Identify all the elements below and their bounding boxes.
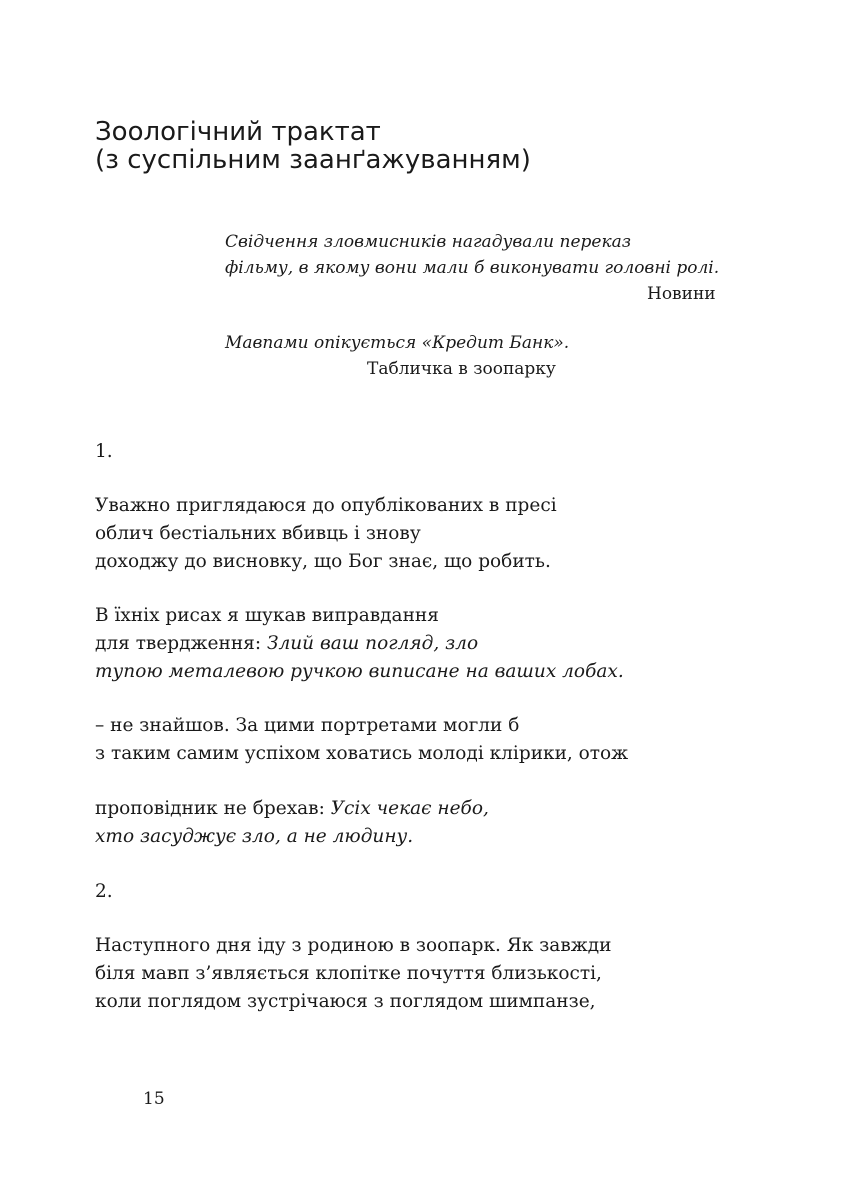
verse-line-italic <box>95 658 624 686</box>
stanza-2-1 <box>95 932 611 1016</box>
verse-line-mixed <box>95 630 624 658</box>
verse-line: Наступного дня іду з родиною в зоопарк. Як завжди <box>95 935 612 956</box>
verse-fragment-italic: Злий ваш погляд, зло <box>266 633 479 654</box>
epigraph-2-line-1: Мавпами опікується «Кредит Банк». <box>225 333 570 353</box>
verse-line: коли поглядом зустрічаюся з поглядом шимпанзе, <box>95 991 596 1012</box>
title-line-1: Зоологічний трактат <box>95 117 381 147</box>
verse-line: – не знайшов. За цими портретами могли б <box>95 715 520 736</box>
stanza-1-1 <box>95 492 557 576</box>
verse-line-italic <box>95 823 489 851</box>
epigraph-1-line-1: Свідчення зловмисників нагадували переказ <box>225 232 632 252</box>
poem-title <box>95 118 531 174</box>
verse-fragment-italic: хто засуджує зло, а не людину. <box>95 826 414 847</box>
verse-line: облич бестіальних вбивць і знову <box>95 523 421 544</box>
section-1-number: 1. <box>95 441 113 462</box>
verse-fragment: для твердження: <box>95 633 267 654</box>
stanza-1-4 <box>95 795 489 851</box>
title-line-2: (з суспільним заанґажуванням) <box>95 145 531 175</box>
stanza-1-3 <box>95 712 628 768</box>
epigraph-1-source: Новини <box>647 284 716 304</box>
verse-fragment-italic: тупою металевою ручкою виписане на ваших лобах. <box>95 661 624 682</box>
verse-line: В їхніх рисах я шукав виправдання <box>95 605 439 626</box>
verse-line: з таким самим успіхом ховатись молоді клірики, отож <box>95 743 629 764</box>
verse-line-mixed <box>95 795 489 823</box>
stanza-1-2 <box>95 602 624 686</box>
verse-fragment-italic: Усіх чекає небо, <box>330 798 489 819</box>
epigraph-1-line-2: фільму, в якому вони мали б виконувати головні ролі. <box>225 258 720 278</box>
section-2-number: 2. <box>95 881 113 902</box>
verse-fragment: проповідник не брехав: <box>95 798 331 819</box>
epigraph-2-source: Табличка в зоопарку <box>367 359 556 379</box>
page-number: 15 <box>143 1089 165 1109</box>
verse-line: біля мавп з’являється клопітке почуття близькості, <box>95 963 602 984</box>
verse-line: доходжу до висновку, що Бог знає, що робить. <box>95 551 551 572</box>
verse-line: Уважно приглядаюся до опублікованих в пресі <box>95 495 557 516</box>
